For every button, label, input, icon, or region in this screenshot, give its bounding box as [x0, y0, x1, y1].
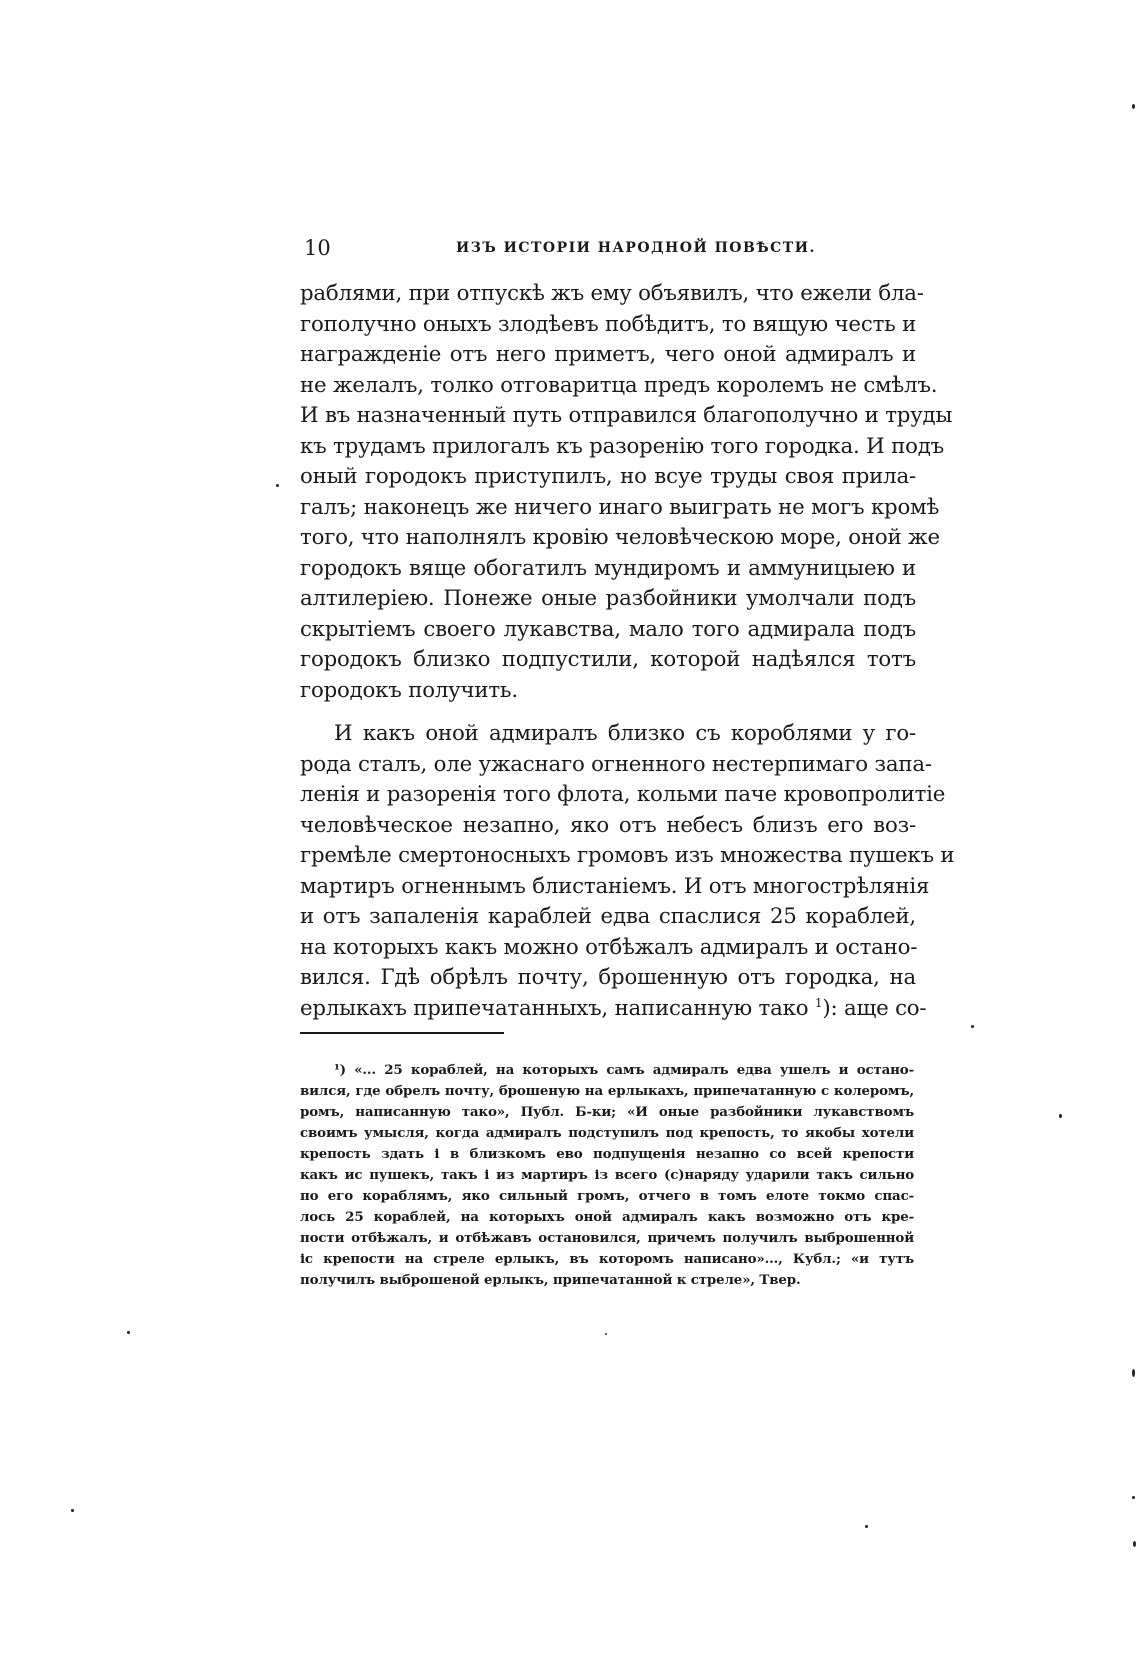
text-line-with-footnote-ref	[300, 994, 927, 1025]
text-line: городокъ получить.	[300, 677, 518, 703]
scan-speck	[1132, 1496, 1135, 1499]
footnote-line: ромъ, написанную тако», Публ. Б-ки; «И оные разбойники лукавствомъ	[300, 1104, 914, 1120]
page-number: 10	[304, 236, 331, 260]
text-line: награжденіе отъ него приметъ, чего оной адмиралъ и	[300, 342, 916, 367]
text-segment: ): аще со-	[822, 995, 927, 1021]
text-line: рода сталъ, оле ужаснаго огненного нестерпимаго запа-	[300, 751, 932, 777]
footnote-line: какъ ис пушекъ, такъ і из мартиръ із всего (с)наряду ударили такъ сильно	[300, 1167, 914, 1183]
main-text	[300, 279, 955, 1024]
scan-speck	[1133, 1541, 1136, 1547]
footnote-line: пости отбѣжалъ, и отбѣжавъ остановился, причемъ получилъ выброшенной	[300, 1230, 914, 1246]
text-line: оный городокъ приступилъ, но всуе труды своя прила-	[300, 464, 916, 489]
footnote-divider	[300, 1032, 504, 1034]
text-segment: ерлыкахъ припечатанныхъ, написанную тако	[300, 995, 809, 1021]
scan-speck	[127, 1331, 130, 1334]
text-line: на которыхъ какъ можно отбѣжалъ адмиралъ и остано-	[300, 934, 918, 960]
text-line: мартиръ огненнымъ блистаніемъ. И отъ многострѣлянія	[300, 873, 930, 899]
footnote	[300, 1060, 914, 1291]
running-title: ИЗЪ ИСТОРІИ НАРОДНОЙ ПОВѢСТИ.	[456, 240, 816, 256]
text-line: И какъ оной адмиралъ близко съ короблями у го-	[334, 721, 916, 746]
scan-speck	[1132, 104, 1135, 109]
text-line: И въ назначенный путь отправился благополучно и труды	[300, 403, 953, 428]
text-line: скрытіемъ своего лукавства, мало того адмирала подъ	[300, 616, 916, 642]
footnote-line: своимъ умысля, когда адмиралъ подступилъ под крепость, то якобы хотели	[300, 1125, 914, 1141]
text-line: человѣческое незапно, яко отъ небесъ близъ его воз-	[300, 812, 916, 838]
footnote-reference: 1	[814, 995, 823, 1010]
scan-speck	[1059, 1114, 1062, 1118]
footnote-line: лось 25 кораблей, на которыхъ оной адмиралъ какъ возможно отъ кре-	[300, 1209, 914, 1225]
footnote-line: крепость здать і в близкомъ ево подпущенія незапно со всей крепости	[300, 1146, 914, 1162]
scan-speck	[605, 1333, 607, 1335]
text-line: къ трудамъ прилогалъ къ разоренію того городка. И подъ	[300, 433, 944, 459]
text-line: того, что наполнялъ кровію человѣческою море, оной же	[300, 525, 940, 550]
footnote-line: по его кораблямъ, яко сильный громъ, отчего в томъ елоте токмо спас-	[300, 1188, 914, 1204]
scan-speck	[1132, 1369, 1135, 1377]
scan-speck	[971, 1025, 974, 1028]
scan-speck	[276, 484, 279, 487]
footnote-line: іс крепости на стреле ерлыкъ, въ которомъ написано»..., Кубл.; «и тутъ	[300, 1251, 914, 1267]
paragraph-gap	[300, 706, 916, 719]
footnote-line: вился, где обрелъ почту, брошеную на ерлыкахъ, припечатанную с колеромъ,	[300, 1083, 914, 1099]
text-line: городокъ близко подпустили, которой надѣялся тотъ	[300, 647, 916, 672]
text-line: гополучно оныхъ злодѣевъ побѣдитъ, то вящую честь и	[300, 311, 917, 337]
text-line: не желалъ, толко отговаритца предъ королемъ не смѣлъ.	[300, 372, 938, 398]
scan-speck	[865, 1525, 868, 1528]
text-line: раблями, при отпускѣ жъ ему объявилъ, что ежели бла-	[300, 281, 924, 306]
footnote-line: получилъ выброшеной ерлыкъ, припечатанной к стреле», Твер.	[300, 1272, 801, 1288]
text-line: и отъ запаленія караблей едва спаслися 25 кораблей,	[300, 904, 916, 929]
text-line: алтилеріею. Понеже оные разбойники умолчали подъ	[300, 586, 916, 611]
text-line: галъ; наконецъ же ничего инаго выиграть не могъ кромѣ	[300, 494, 940, 520]
text-line: вился. Гдѣ обрѣлъ почту, брошенную отъ городка, на	[300, 965, 916, 990]
scan-speck	[71, 1509, 74, 1512]
text-line: городокъ вяще обогатилъ мундиромъ и аммуницыею и	[300, 555, 916, 581]
footnote-line: ¹) «... 25 кораблей, на которыхъ самъ адмиралъ едва ушелъ и остано-	[334, 1062, 914, 1078]
text-line: ленія и разоренія того флота, кольми паче кровопролитіе	[300, 782, 946, 807]
text-line: гремѣле смертоносныхъ громовъ изъ множества пушекъ и	[300, 843, 955, 868]
